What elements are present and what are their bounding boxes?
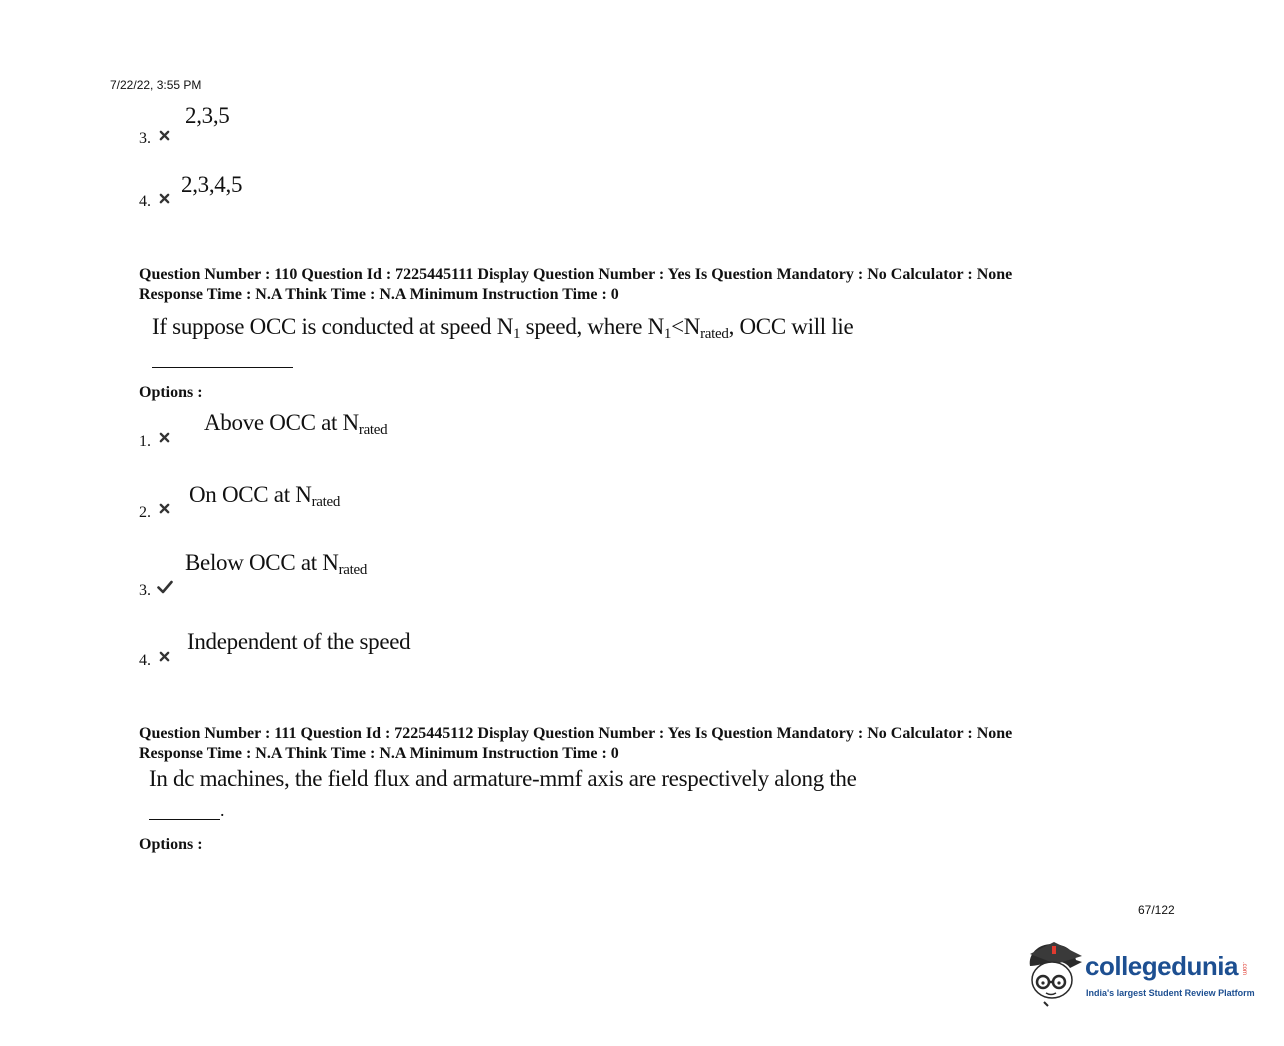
check-icon (157, 580, 173, 594)
q110-option-number-3: 3. (139, 582, 151, 599)
prev-option-text-4: 2,3,4,5 (181, 172, 243, 197)
q111-answer-blank (149, 819, 220, 820)
prev-option-number-3: 3. (139, 130, 151, 147)
q110-option-text-3: Below OCC at Nrated (185, 550, 368, 578)
q111-question-text: In dc machines, the field flux and armature-mmf axis are respectively along the (149, 766, 857, 791)
q110-options-label: Options : (139, 384, 203, 401)
cross-icon (159, 503, 170, 514)
brand-mascot-logo (1024, 938, 1086, 1008)
cross-icon (159, 193, 170, 204)
mascot-icon (1024, 938, 1086, 1008)
q110-answer-blank (152, 367, 293, 368)
print-timestamp: 7/22/22, 3:55 PM (110, 78, 202, 92)
q111-meta-line2: Response Time : N.A Think Time : N.A Minimum Instruction Time : 0 (139, 745, 619, 762)
q110-meta-line1: Question Number : 110 Question Id : 7225445111 Display Question Number : Yes Is Question Mandatory : No Calculator : None (139, 266, 1013, 283)
brand-suffix: .com (1241, 962, 1247, 976)
prev-option-text-3: 2,3,5 (185, 103, 230, 128)
brand-name: collegedunia (1085, 951, 1238, 981)
q110-option-text-4: Independent of the speed (187, 629, 411, 654)
prev-option-number-4: 4. (139, 193, 151, 210)
q111-options-label: Options : (139, 836, 203, 853)
q111-meta-line1: Question Number : 111 Question Id : 7225445112 Display Question Number : Yes Is Question Mandatory : No Calculator : None (139, 725, 1013, 742)
q110-option-text-1: Above OCC at Nrated (204, 410, 388, 438)
cross-icon (159, 432, 170, 443)
cross-icon (159, 651, 170, 662)
q110-option-text-2: On OCC at Nrated (189, 482, 341, 510)
q110-option-number-1: 1. (139, 433, 151, 450)
q110-option-number-2: 2. (139, 504, 151, 521)
brand-tagline: India's largest Student Review Platform (1086, 988, 1255, 998)
cross-icon (159, 130, 170, 141)
page-number: 67/122 (1138, 903, 1175, 917)
q110-option-number-4: 4. (139, 652, 151, 669)
q110-meta-line2: Response Time : N.A Think Time : N.A Minimum Instruction Time : 0 (139, 286, 619, 303)
q111-blank-period: . (220, 800, 225, 820)
q110-question-text: If suppose OCC is conducted at speed N1 speed, where N1<Nrated, OCC will lie (152, 314, 854, 342)
